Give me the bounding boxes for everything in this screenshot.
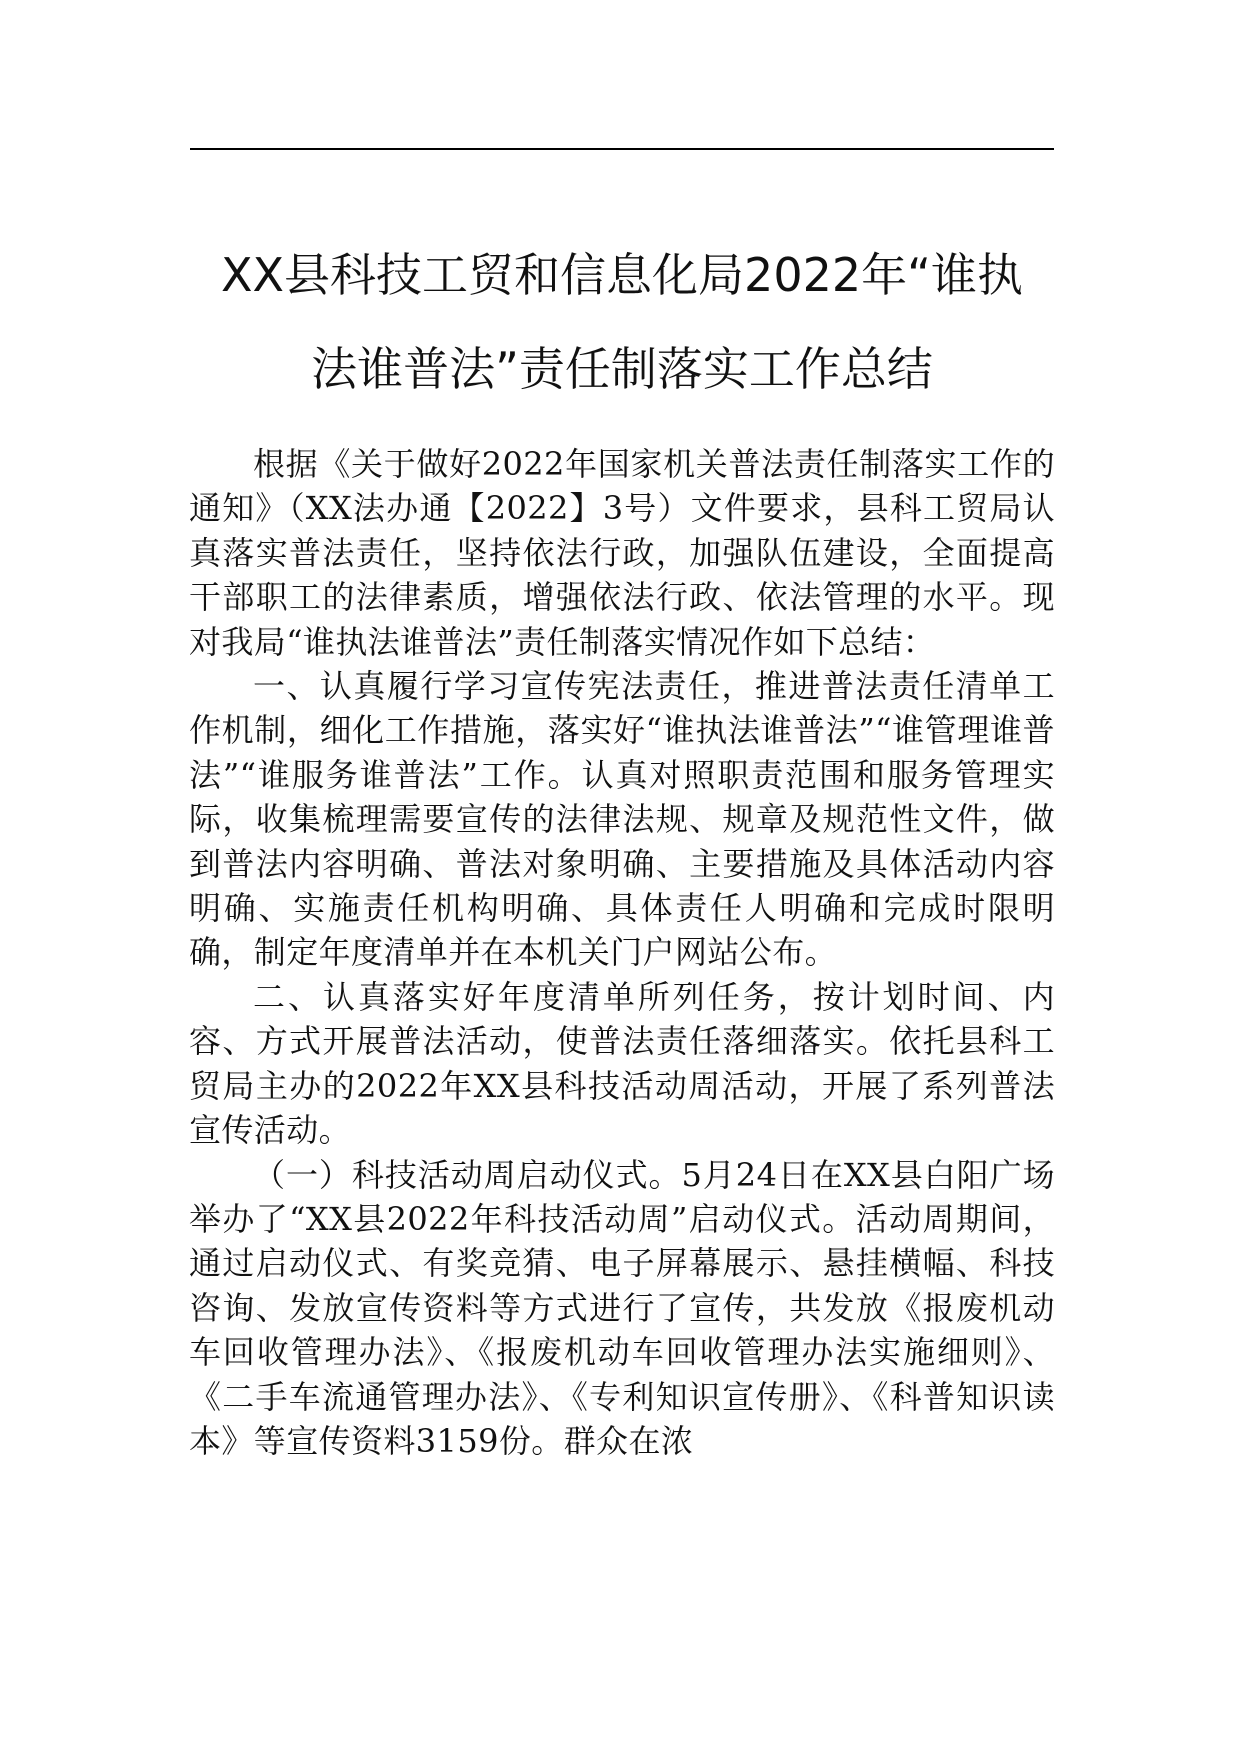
header-rule <box>190 148 1054 150</box>
title-line-2: 法谁普法”责任制落实工作总结 <box>311 342 933 396</box>
title-line-1: XX县科技工贸和信息化局2022年“谁执 <box>221 248 1023 302</box>
section-2-paragraph: 二、认真落实好年度清单所列任务，按计划时间、内容、方式开展普法活动，使普法责任落细落实。依托县科工贸局主办的2022年XX县科技活动周活动，开展了系列普法宣传活动。 <box>189 977 1055 1150</box>
subsection-1-paragraph: （一）科技活动周启动仪式。5月24日在XX县白阳广场举办了“XX县2022年科技活动周”启动仪式。活动周期间，通过启动仪式、有奖竞猜、电子屏幕展示、悬挂横幅、科技咨询、发放宣传资料等方式进行了宣传，共发放《报废机动车回收管理办法》、《报废机动车回收管理办法实施细则》、《二手车流通管理办法》、《专利知识宣传册》、《科普知识读本》等宣传资料3159份。群众在浓 <box>189 1155 1055 1460</box>
section-1-paragraph: 一、认真履行学习宣传宪法责任，推进普法责任清单工作机制，细化工作措施，落实好“谁执法谁普法”“谁管理谁普法”“谁服务谁普法”工作。认真对照职责范围和服务管理实际，收集梳理需要宣传的法律法规、规章及规范性文件，做到普法内容明确、普法对象明确、主要措施及具体活动内容明确、实施责任机构明确、具体责任人明确和完成时限明确，制定年度清单并在本机关门户网站公布。 <box>189 667 1055 972</box>
document-body <box>189 442 1055 1463</box>
document-title <box>150 228 1094 416</box>
intro-paragraph: 根据《关于做好2022年国家机关普法责任制落实工作的通知》（XX法办通【2022】3号）文件要求，县科工贸局认真落实普法责任，坚持依法行政，加强队伍建设，全面提高干部职工的法律素质，增强依法行政、依法管理的水平。现对我局“谁执法谁普法”责任制落实情况作如下总结： <box>189 445 1055 661</box>
